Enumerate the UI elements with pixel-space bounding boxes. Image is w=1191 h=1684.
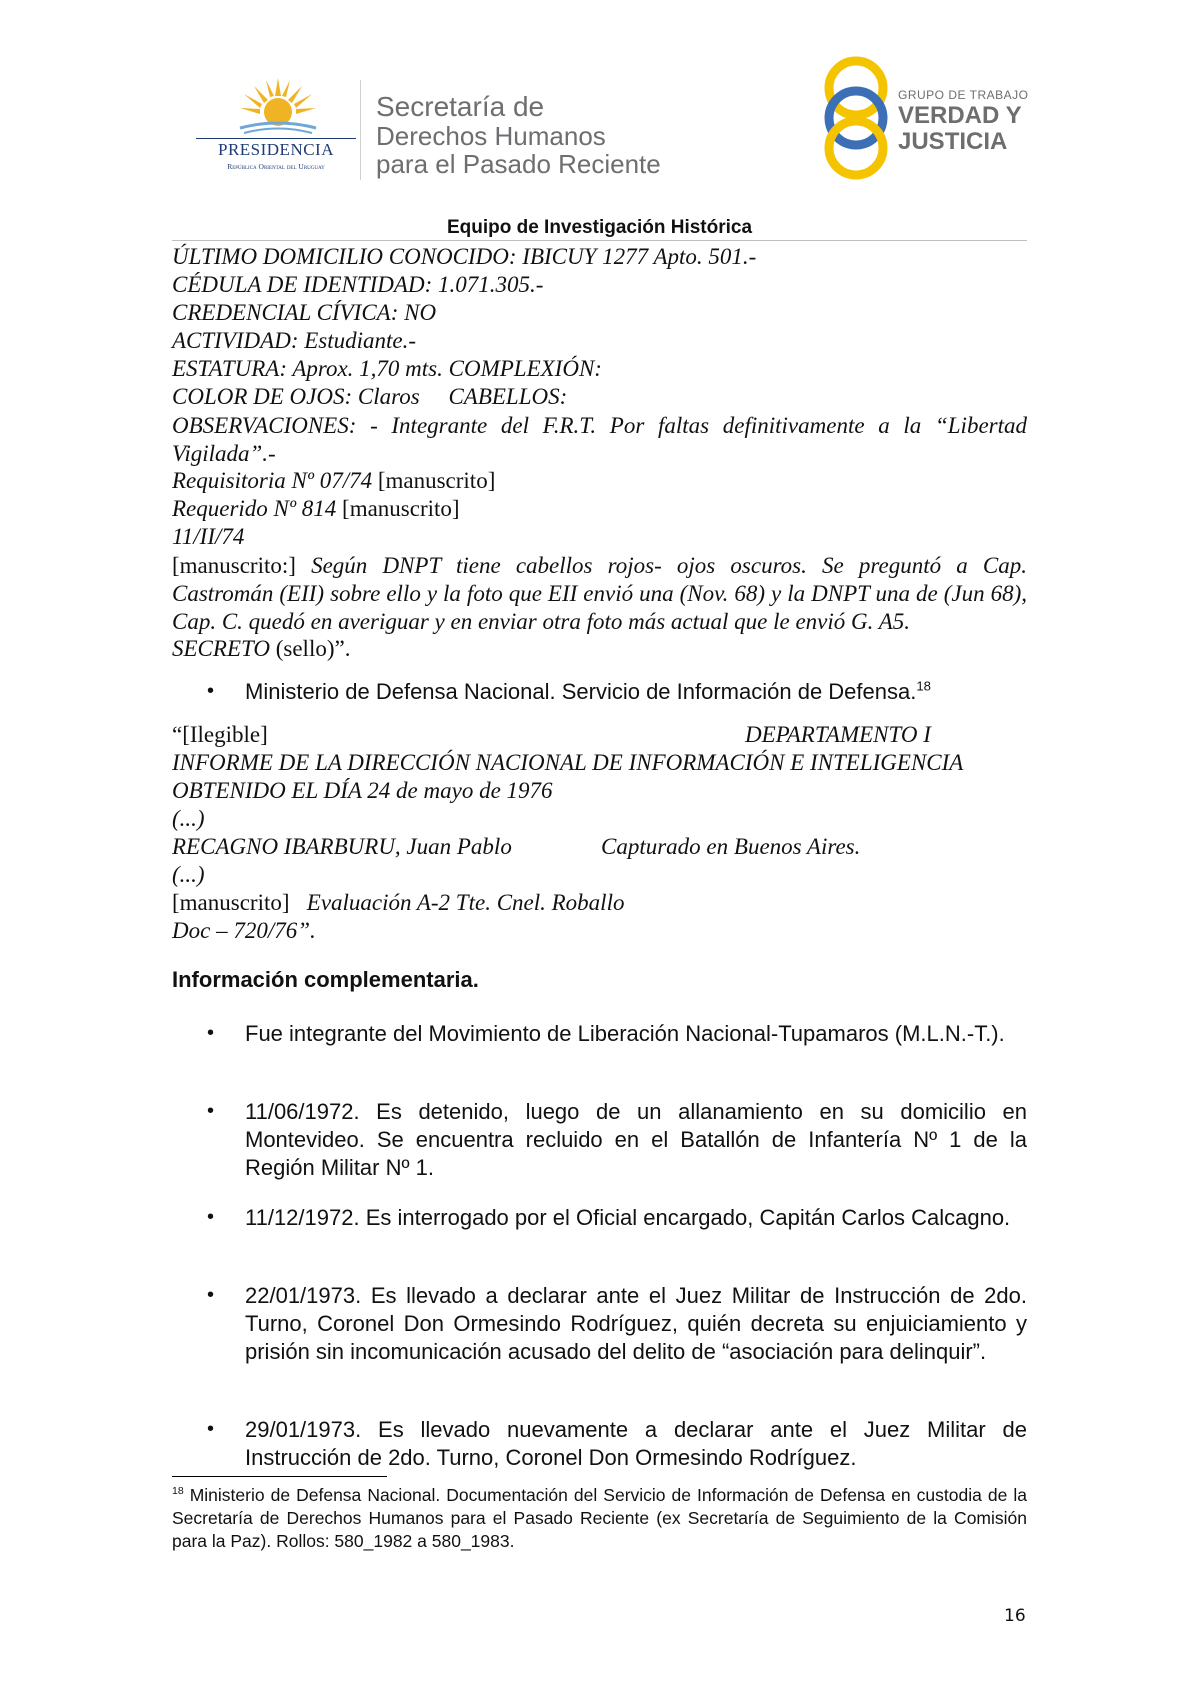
page-number: 16 <box>1004 1606 1026 1626</box>
record-credencial: CREDENCIAL CÍVICA: NO <box>172 300 437 325</box>
ministerio-bullet <box>245 678 1027 706</box>
record-domicilio: ÚLTIMO DOMICILIO CONOCIDO: IBICUY 1277 Apto. 501.- <box>172 244 757 269</box>
list-item: 11/12/1972. Es interrogado por el Oficial encargado, Capitán Carlos Calcagno. <box>245 1205 1011 1230</box>
record-secreto <box>172 636 350 662</box>
sun-emblem-icon <box>238 78 318 138</box>
manuscrito-label: [manuscrito:] <box>172 553 296 578</box>
record-fecha: 11/II/74 <box>172 524 245 549</box>
secretaria-line-3: para el Pasado Reciente <box>376 149 661 179</box>
record-cedula: CÉDULA DE IDENTIDAD: 1.071.305.- <box>172 272 544 297</box>
vyj-title-line-2: JUSTICIA <box>898 128 1008 155</box>
informe-departamento: DEPARTAMENTO I <box>745 722 931 747</box>
informe-titulo: INFORME DE LA DIRECCIÓN NACIONAL DE INFORMACIÓN E INTELIGENCIA <box>172 750 964 775</box>
bullet-icon: • <box>207 1022 215 1044</box>
list-item: 11/06/1972. Es detenido, luego de un allanamiento en su domicilio en Montevideo. Se encuentra recluido en el Batallón de Infantería Nº 1 de la Región Militar Nº 1. <box>245 1099 1027 1180</box>
informe-obtenido: OBTENIDO EL DÍA 24 de mayo de 1976 <box>172 778 553 803</box>
footnote-text: Ministerio de Defensa Nacional. Documentación del Servicio de Información de Defensa en custodia de la Secretaría de Derechos Humanos para el Pasado Reciente (ex Secretaría de Seguimiento de la Comisión para la Paz). Rollos: 580_1982 a 580_1983. <box>172 1485 1027 1551</box>
record-color-ojos <box>172 384 567 410</box>
manuscrito-text: Según DNPT tiene cabellos rojos- ojos oscuros. Se preguntó a Cap. Castromán (EII) sobre ello y la foto que EII envió una (Nov. 68) y la DNPT una de (Jun 68), Cap. C. quedó en averiguar y en enviar otra foto más actual que le envió G. A5. <box>172 553 1028 634</box>
list-item: 22/01/1973. Es llevado a declarar ante el Juez Militar de Instrucción de 2do. Turno, Coronel Don Ormesindo Rodríguez, quién decreta su enjuiciamiento y prisión sin incomunicación acusado del delito de “asociación para delinquir”. <box>245 1283 1027 1364</box>
record-color-ojos-text: COLOR DE OJOS: Claros <box>172 384 420 409</box>
header-rule <box>172 240 1027 241</box>
record-observaciones: OBSERVACIONES: - Integrante del F.R.T. Por faltas definitivamente a la “Libertad Vigilada”.- <box>172 413 1027 466</box>
requerido-note: [manuscrito] <box>342 496 460 521</box>
footnote-ref[interactable]: 18 <box>916 678 932 694</box>
presidencia-name: PRESIDENCIA <box>217 140 334 159</box>
footnote-number: 18 <box>172 1485 184 1498</box>
secreto-note: (sello)”. <box>275 636 351 661</box>
secretaria-line-1: Secretaría de <box>376 91 545 122</box>
presidencia-logo <box>196 78 356 178</box>
bullet-icon: • <box>207 1418 215 1440</box>
informe-manuscrito <box>172 890 624 916</box>
requerido-text: Requerido Nº 814 <box>172 496 337 521</box>
list-item: Fue integrante del Movimiento de Liberación Nacional-Tupamaros (M.L.N.-T.). <box>245 1021 1005 1046</box>
section-heading: Información complementaria. <box>172 967 479 992</box>
team-title: Equipo de Investigación Histórica <box>446 217 753 238</box>
record-cabellos: CABELLOS: <box>448 384 568 409</box>
record-estatura: ESTATURA: Aprox. 1,70 mts. COMPLEXIÓN: <box>172 356 602 381</box>
record-manuscrito-note <box>172 552 1027 636</box>
record-requisitoria <box>172 468 495 494</box>
informe-ilegible: “[Ilegible] <box>172 722 268 747</box>
requisitoria-text: Requisitoria Nº 07/74 <box>172 468 373 493</box>
secretaria-logo-text <box>376 92 661 178</box>
vyj-subtitle: GRUPO DE TRABAJO <box>898 88 1029 102</box>
informe-capturado: Capturado en Buenos Aires. <box>601 834 861 859</box>
verdad-justicia-logo <box>820 56 1040 181</box>
header-divider <box>360 80 361 180</box>
interlocking-rings-icon <box>820 56 892 181</box>
record-requerido <box>172 496 460 522</box>
vyj-title-line-1: VERDAD Y <box>898 102 1022 129</box>
informe-nombre: RECAGNO IBARBURU, Juan Pablo <box>172 834 512 859</box>
bullet-icon: • <box>207 680 215 702</box>
informe-evaluacion: Evaluación A-2 Tte. Cnel. Roballo <box>306 890 625 915</box>
secretaria-line-2: Derechos Humanos <box>376 121 606 151</box>
requisitoria-note: [manuscrito] <box>377 468 496 493</box>
bullet-icon: • <box>207 1206 215 1228</box>
presidencia-subtitle: República Oriental del Uruguay <box>227 162 325 171</box>
list-item: 29/01/1973. Es llevado nuevamente a declarar ante el Juez Militar de Instrucción de 2do. Turno, Coronel Don Ormesindo Rodríguez. <box>245 1417 1027 1470</box>
bullet-icon: • <box>207 1284 215 1306</box>
bullet-icon: • <box>207 1100 215 1122</box>
presidencia-rule <box>196 138 356 139</box>
informe-doc: Doc – 720/76”. <box>172 918 316 943</box>
secreto-text: SECRETO <box>172 636 270 661</box>
informe-manuscrito-label: [manuscrito] <box>172 890 290 915</box>
informe-ellipsis-1: (...) <box>172 806 205 831</box>
footnote-rule <box>172 1476 387 1477</box>
record-actividad: ACTIVIDAD: Estudiante.- <box>172 328 417 353</box>
informe-ellipsis-2: (...) <box>172 862 205 887</box>
ministerio-text: Ministerio de Defensa Nacional. Servicio de Información de Defensa. <box>245 679 917 704</box>
footnote <box>172 1484 1027 1553</box>
